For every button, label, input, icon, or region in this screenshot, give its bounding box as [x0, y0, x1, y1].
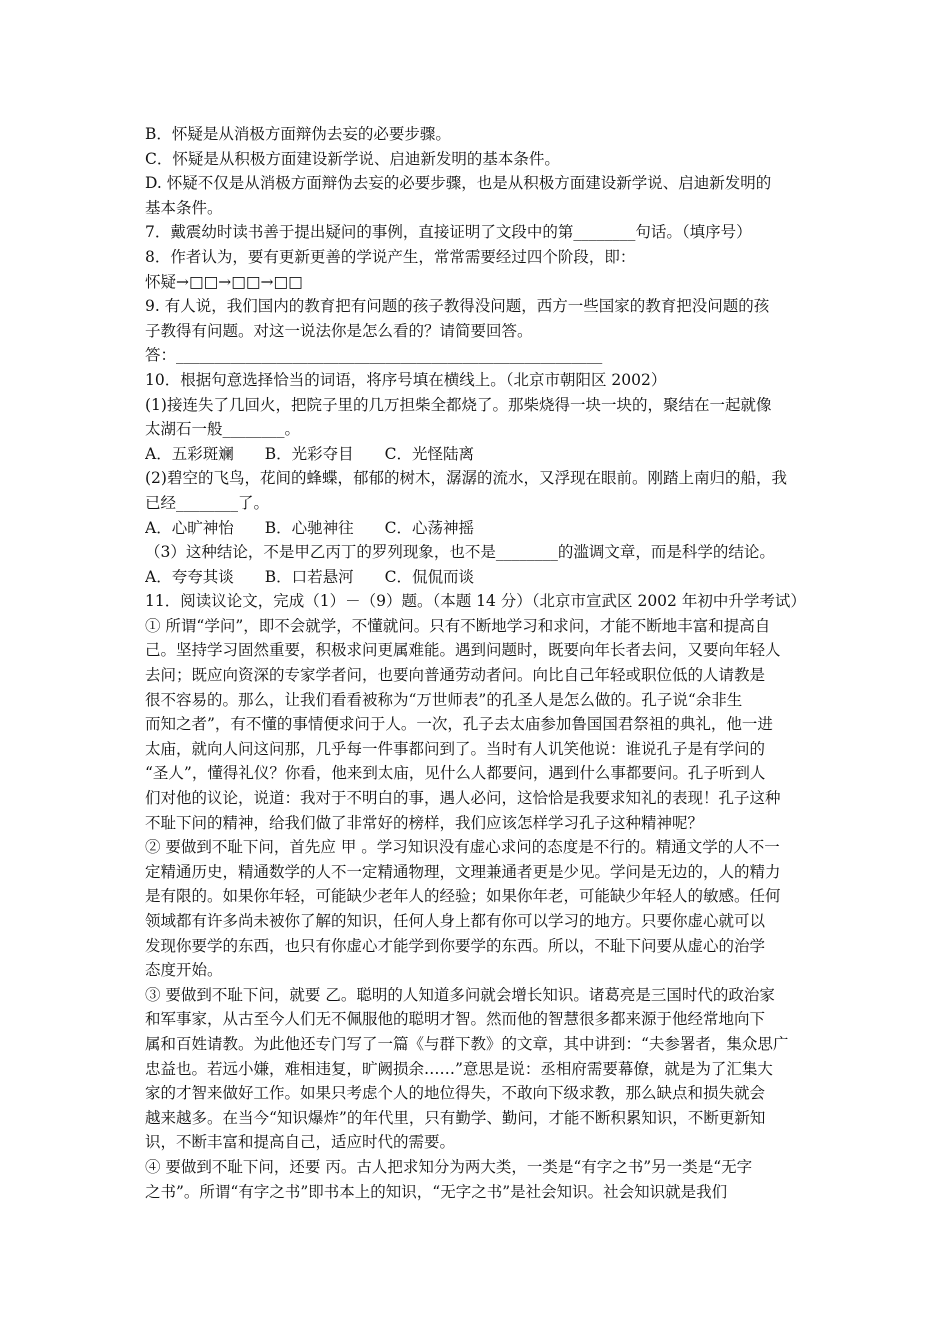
question-7: 7．戴震幼时读书善于提出疑问的事例，直接证明了文段中的第________句话。（填序号）	[145, 223, 752, 242]
passage-p2-line: 是有限的。如果你年轻，可能缺少老年人的经验；如果你年老，可能缺少年轻人的敏感。任何	[145, 887, 781, 906]
passage-p2-line: 发现你要学的东西，也只有你虚心才能学到你要学的东西。所以，不耻下问要从虚心的治学	[145, 936, 766, 955]
question-9-cont: 子教得有问题。对这一说法你是怎么看的？请简要回答。	[145, 321, 533, 340]
option-b-line: B．怀疑是从消极方面辩伪去妄的必要步骤。	[145, 125, 451, 143]
option-c-line: C．怀疑是从积极方面建设新学说、启迪新发明的基本条件。	[145, 149, 560, 168]
passage-p1-line: 不耻下问的精神，给我们做了非常好的榜样，我们应该怎样学习孔子这种精神呢？	[145, 813, 704, 832]
passage-p2-line: ② 要做到不耻下问，首先应 甲 。学习知识没有虚心求问的态度是不行的。精通文学的人不一	[145, 838, 780, 857]
question-8: 8．作者认为，要有更新更善的学说产生，常常需要经过四个阶段，即：	[145, 247, 636, 266]
passage-p2-line: 态度开始。	[145, 961, 223, 980]
document-page	[145, 122, 808, 1204]
q10-item-3-options: A．夸夸其谈 B．口若悬河 C．侃侃而谈	[145, 567, 474, 586]
q10-item-1: (1)接连失了几回火，把院子里的几万担柴全都烧了。那柴烧得一块一块的，聚结在一起就像	[145, 395, 772, 414]
option-d-line-cont: 基本条件。	[145, 198, 223, 217]
passage-p3-line: 越来越多。在当今“知识爆炸”的年代里，只有勤学、勤问，才能不断积累知识，不断更新知	[145, 1108, 766, 1127]
question-9: 9. 有人说，我们国内的教育把有问题的孩子教得没问题，西方一些国家的教育把没问题的孩	[145, 297, 770, 316]
passage-p3-line: 属和百姓请教。为此他还专门写了一篇《与群下教》的文章，其中讲到：“夫参署者，集众思广	[145, 1034, 789, 1053]
passage-p1-line: 去问；既应向资深的专家学者问，也要向普通劳动者问。向比自己年轻或职位低的人请教是	[145, 666, 766, 685]
passage-p2-line: 领域都有许多尚未被你了解的知识，任何人身上都有你可以学习的地方。只要你虚心就可以	[145, 912, 766, 930]
passage-p1-line: 己。坚持学习固然重要，积极求问更属难能。遇到问题时，既要向年长者去问，又要向年轻人	[145, 641, 781, 660]
q10-item-2: (2)碧空的飞鸟，花间的蜂蝶，郁郁的树木，潺潺的流水，又浮现在眼前。刚踏上南归的船，我	[145, 469, 787, 488]
passage-p4-line: ④ 要做到不耻下问，还要 丙。古人把求知分为两大类，一类是“有字之书”另一类是“无字	[145, 1157, 753, 1176]
passage-p1-line: “圣人”，懂得礼仪？你看，他来到太庙，见什么人都要问，遇到什么事都要问。孔子听到人	[145, 764, 766, 783]
question-8-chain: 怀疑→□□→□□→□□	[145, 272, 303, 291]
q10-item-1-options: A．五彩斑斓 B．光彩夺目 C．光怪陆离	[145, 444, 474, 463]
question-11: 11．阅读议论文，完成（1）－（9）题。（本题 14 分）（北京市宣武区 2002 年初中升学考试）	[145, 592, 806, 611]
q10-item-3: （3）这种结论，不是甲乙丙丁的罗列现象，也不是________的滥调文章，而是科学的结论。	[145, 543, 775, 562]
passage-p3-line: ③ 要做到不耻下问，就要 乙。聪明的人知道多问就会增长知识。诸葛亮是三国时代的政治家	[145, 985, 775, 1004]
passage-p3-line: 识，不断丰富和提高自己，适应时代的需要。	[145, 1133, 456, 1152]
passage-p1-line: 太庙，就向人问这问那，几乎每一件事都问到了。当时有人讥笑他说：谁说孔子是有学问的	[145, 739, 766, 758]
q10-item-1-cont: 太湖石一般________。	[145, 420, 301, 439]
passage-p3-line: 和军事家，从古至今人们无不佩服他的聪明才智。然而他的智慧很多都来源于他经常地向下	[145, 1010, 766, 1029]
passage-p1-line: 很不容易的。那么，让我们看看被称为“万世师表”的孔圣人是怎么做的。孔子说“余非生	[145, 690, 743, 709]
passage-p2-line: 定精通历史，精通数学的人不一定精通物理，文理兼通者更是少见。学问是无边的，人的精力	[145, 862, 781, 881]
passage-p1-line: 而知之者”，有不懂的事情便求问于人。一次，孔子去太庙参加鲁国国君祭祖的典礼，他一进	[145, 715, 773, 734]
q10-item-2-options: A．心旷神怡 B．心驰神往 C．心荡神摇	[145, 518, 474, 537]
passage-p1-line: 们对他的议论，说道：我对于不明白的事，遇人必问，这恰恰是我要求知礼的表现！孔子这种	[145, 789, 781, 808]
question-10: 10．根据句意选择恰当的词语，将序号填在横线上。（北京市朝阳区 2002）	[145, 370, 667, 389]
option-d-line: D. 怀疑不仅是从消极方面辩伪去妄的必要步骤，也是从积极方面建设新学说、启迪新发明的	[145, 174, 772, 193]
q10-item-2-cont: 已经________了。	[145, 493, 270, 512]
passage-p3-line: 忠益也。若远小嫌，难相违复，旷阙损余……”意思是说：丞相府需要幕僚，就是为了汇集大	[145, 1059, 773, 1078]
passage-p4-line: 之书”。所谓“有字之书”即书本上的知识，“无字之书”是社会知识。社会知识就是我们	[145, 1182, 728, 1201]
answer-line: 答：_______________________________________________________	[145, 346, 603, 365]
passage-p3-line: 家的才智来做好工作。如果只考虑个人的地位得失，不敢向下级求教，那么缺点和损失就会	[145, 1084, 766, 1103]
passage-p1-line: ① 所谓“学问”，即不会就学，不懂就问。只有不断地学习和求问，才能不断地丰富和提高自	[145, 616, 771, 635]
